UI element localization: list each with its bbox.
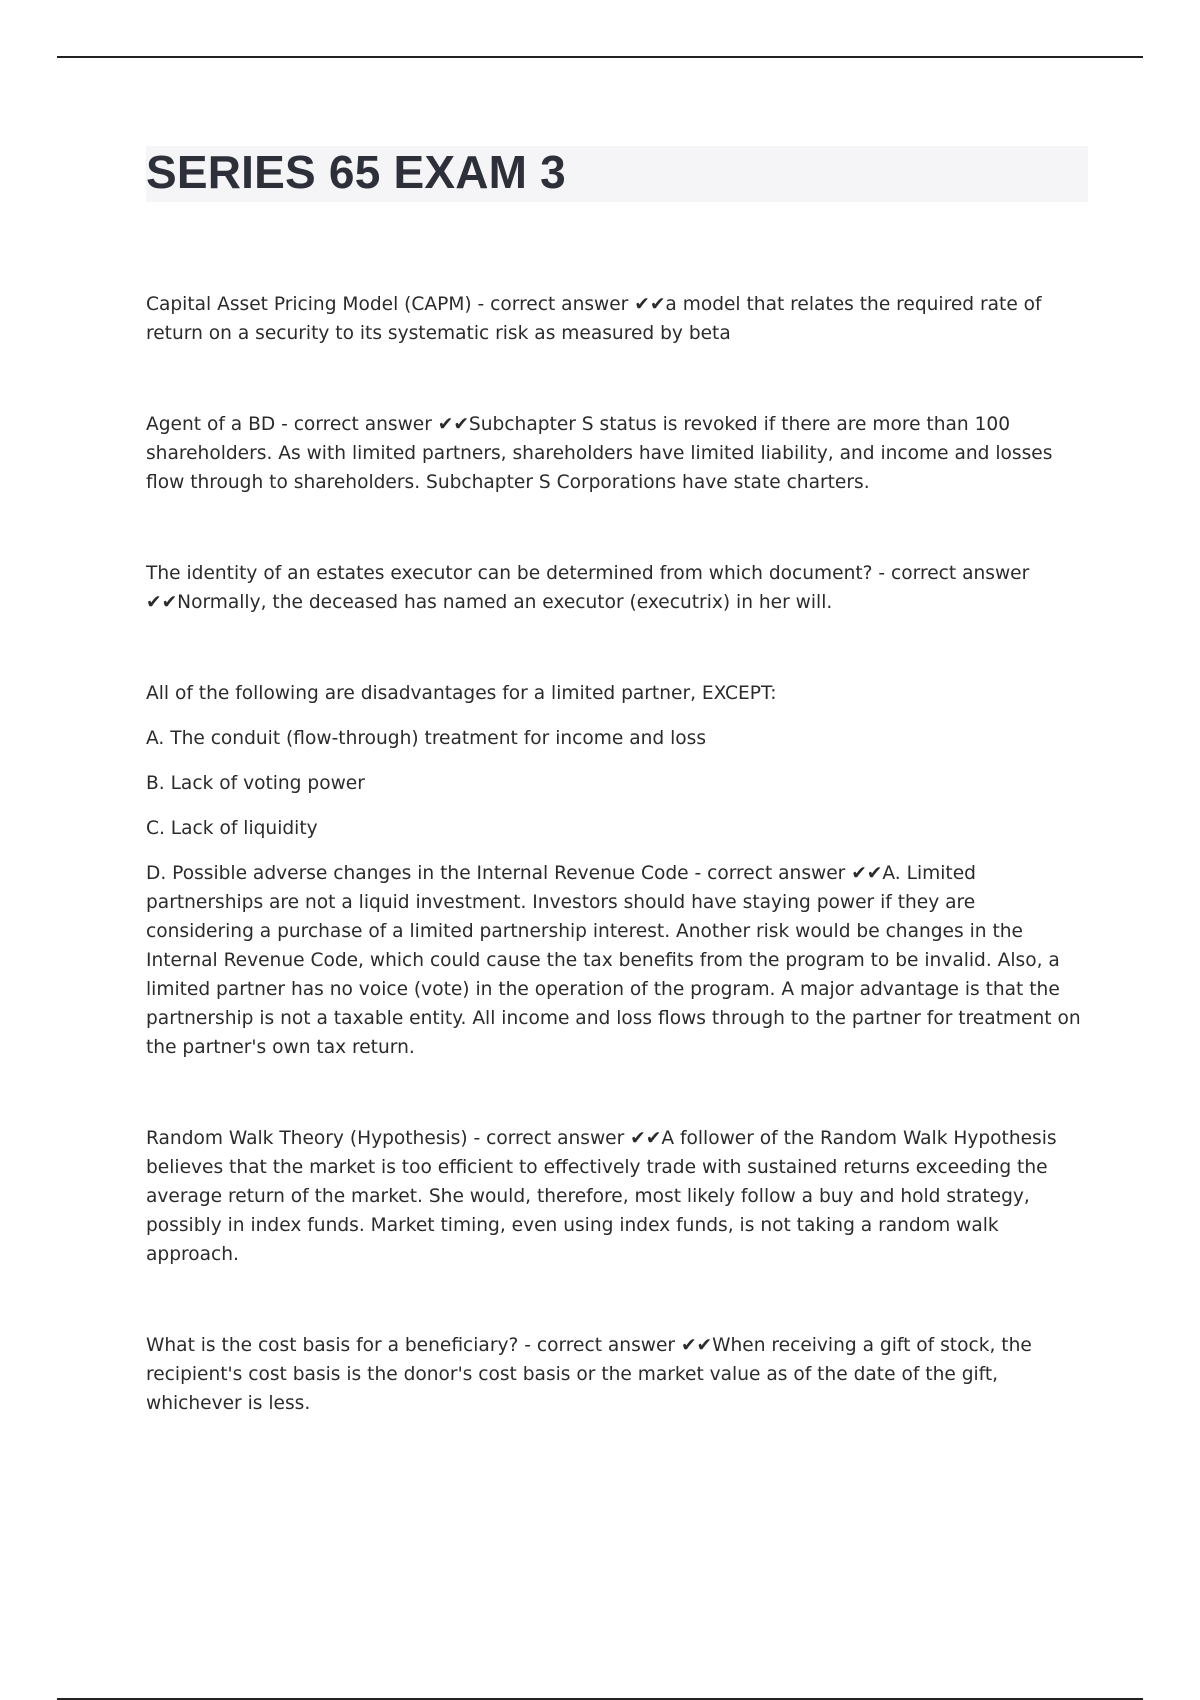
qa-item-text: Random Walk Theory (Hypothesis) - correct answer ✔✔A follower of the Random Walk Hypothesis believes that the market is too efficient to effectively trade with sustained returns exceeding the average return of the market. She would, therefore, most likely follow a buy and hold strategy, possibly in index funds. Market timing, even using index funds, is not taking a random walk approach. xyxy=(146,1128,1057,1265)
document-body xyxy=(146,290,1088,1418)
qa-item-estate-executor xyxy=(146,559,1088,617)
answer-option-a: A. The conduit (flow-through) treatment for income and loss xyxy=(146,728,707,749)
answer-option-c: C. Lack of liquidity xyxy=(146,818,318,839)
answer-option-b: B. Lack of voting power xyxy=(146,773,365,794)
page-top-rule xyxy=(57,56,1143,58)
question-stem: All of the following are disadvantages for a limited partner, EXCEPT: xyxy=(146,683,777,704)
qa-item-text: The identity of an estates executor can be determined from which document? - correct answer ✔✔Normally, the deceased has named an executor (executrix) in her will. xyxy=(146,563,1030,613)
qa-item-cost-basis xyxy=(146,1331,1088,1418)
answer-option-d: D. Possible adverse changes in the Internal Revenue Code - correct answer ✔✔A. Limited partnerships are not a liquid investment. Investors should have staying power if they are considering a purchase of a limited partnership interest. Another risk would be changes in the Internal Revenue Code, which could cause the tax benefits from the program to be invalid. Also, a limited partner has no voice (vote) in the operation of the program. A major advantage is that the partnership is not a taxable entity. All income and loss flows through to the partner for treatment on the partner's own tax return. xyxy=(146,863,1081,1058)
document-title: SERIES 65 EXAM 3 xyxy=(146,146,566,198)
qa-item-text: Capital Asset Pricing Model (CAPM) - correct answer ✔✔a model that relates the required rate of return on a security to its systematic risk as measured by beta xyxy=(146,294,1042,344)
qa-item-agent-of-bd xyxy=(146,410,1088,497)
qa-item-text: Agent of a BD - correct answer ✔✔Subchapter S status is revoked if there are more than 100 shareholders. As with limited partners, shareholders have limited liability, and income and losses flow through to shareholders. Subchapter S Corporations have state charters. xyxy=(146,414,1053,493)
qa-item-random-walk xyxy=(146,1124,1088,1269)
qa-item-limited-partner xyxy=(146,679,1088,1062)
qa-item-capm xyxy=(146,290,1088,348)
qa-item-text: What is the cost basis for a beneficiary? - correct answer ✔✔When receiving a gift of stock, the recipient's cost basis is the donor's cost basis or the market value as of the date of the gift, whichever is less. xyxy=(146,1335,1032,1414)
